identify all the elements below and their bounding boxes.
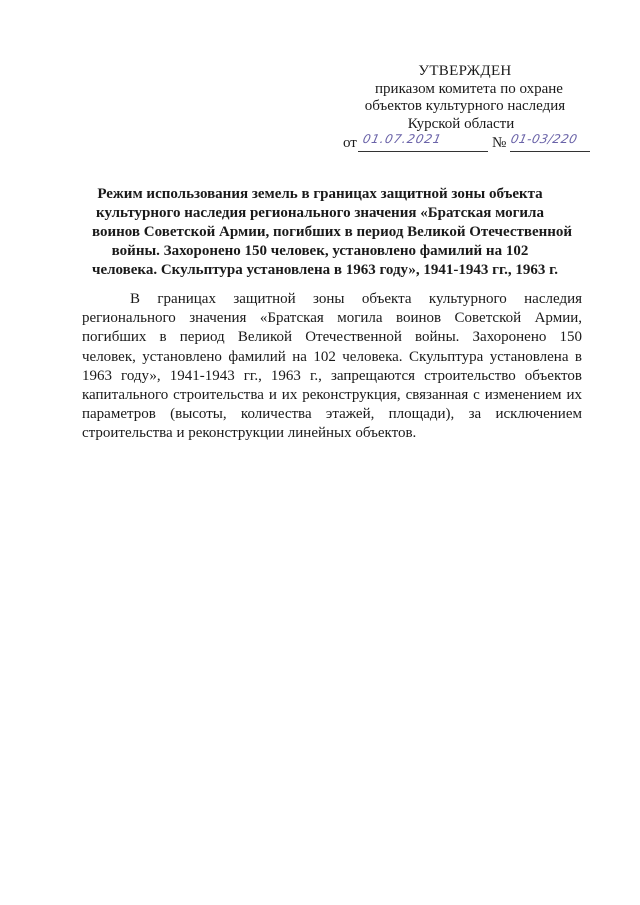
body-line: В границах защитной зоны объекта культурного наследия — [130, 291, 582, 307]
number-underline — [510, 151, 590, 152]
date-prefix: от — [343, 135, 357, 151]
number-prefix: № — [492, 135, 507, 151]
approval-title: УТВЕРЖДЕН — [418, 63, 512, 79]
approval-line-region: Курской области — [407, 115, 515, 132]
date-underline — [358, 151, 488, 152]
body-line: 1963 году», 1941-1943 гг., 1963 г., запрещаются строительство объектов — [82, 367, 582, 384]
title-line: воинов Советской Армии, погибших в период Великой Отечественной — [92, 224, 573, 240]
approval-stamp-block — [340, 63, 590, 133]
body-paragraph — [82, 290, 582, 444]
body-line: регионального значения «Братская могила воинов Советской Армии, — [82, 310, 582, 327]
title-line: человека. Скульптура установлена в 1963 году», 1941-1943 гг., 1963 г. — [92, 262, 558, 278]
title-line: культурного наследия регионального значения «Братская могила — [96, 205, 544, 221]
title-line: Режим использования земель в границах защитной зоны объекта — [97, 186, 543, 202]
approval-line-objects: объектов культурного наследия — [364, 98, 566, 114]
handwritten-date: 01.07.2021 — [361, 132, 444, 146]
order-date-number-row — [343, 132, 603, 155]
body-line: параметров (высоты, количества этажей, площади), за исключением — [82, 406, 582, 423]
title-line: войны. Захоронено 150 человек, установлено фамилий на 102 — [111, 243, 529, 259]
body-line: капитального строительства и их реконструкция, связанная с изменением их — [82, 387, 582, 404]
approval-line-order: приказом комитета по охране — [375, 80, 563, 97]
handwritten-order-number: 01-03/220 — [509, 132, 579, 146]
body-line: погибших в период Великой Отечественной войны. Захоронено 150 — [82, 329, 582, 346]
body-line: человек, установлено фамилий на 102 человека. Скульптура установлена в — [82, 348, 582, 365]
body-line: строительства и реконструкции линейных объектов. — [82, 425, 417, 442]
document-title — [92, 185, 573, 280]
